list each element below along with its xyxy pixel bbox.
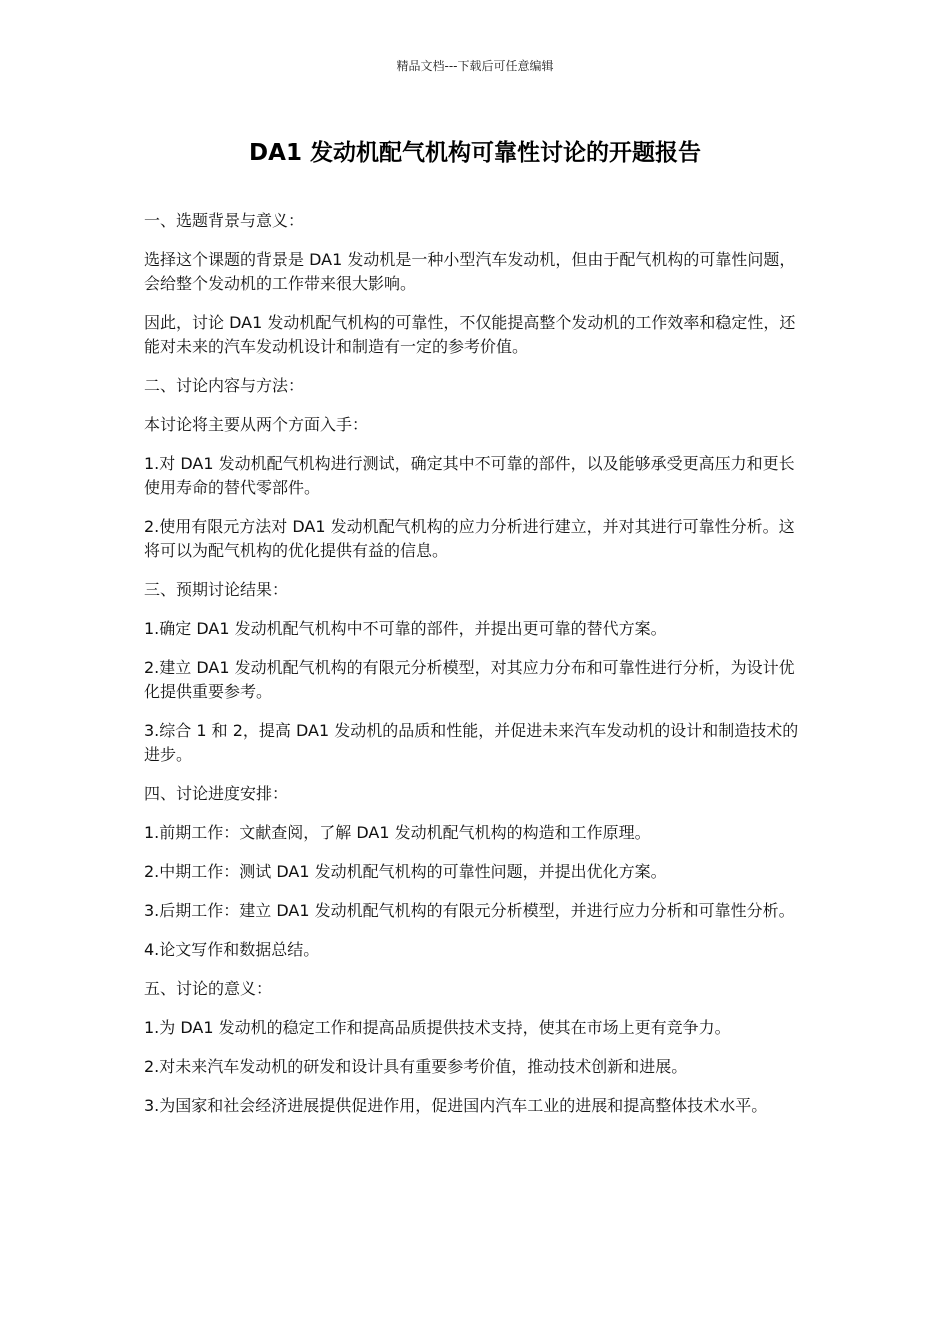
list-item-method-1: 1.对 DA1 发动机配气机构进行测试，确定其中不可靠的部件，以及能够承受更高压力和更长使用寿命的替代零部件。 <box>144 454 795 497</box>
page-header: 精品文档---下载后可任意编辑 <box>396 59 554 73</box>
list-item-meaning-3: 3.为国家和社会经济进展提供促进作用，促进国内汽车工业的进展和提高整体技术水平。 <box>144 1096 768 1115</box>
paragraph-background: 选择这个课题的背景是 DA1 发动机是一种小型汽车发动机，但由于配气机构的可靠性问题，会给整个发动机的工作带来很大影响。 <box>144 250 796 293</box>
list-item-schedule-3: 3.后期工作：建立 DA1 发动机配气机构的有限元分析模型，并进行应力分析和可靠性分析。 <box>144 901 795 920</box>
list-item-schedule-4: 4.论文写作和数据总结。 <box>144 940 320 959</box>
document-title: DA1 发动机配气机构可靠性讨论的开题报告 <box>249 140 701 166</box>
list-item-result-2: 2.建立 DA1 发动机配气机构的有限元分析模型，对其应力分布和可靠性进行分析，为设计优化提供重要参考。 <box>144 658 795 701</box>
list-item-schedule-2: 2.中期工作：测试 DA1 发动机配气机构的可靠性问题，并提出优化方案。 <box>144 862 667 881</box>
section-heading-schedule: 四、讨论进度安排： <box>144 784 289 803</box>
list-item-meaning-2: 2.对未来汽车发动机的研发和设计具有重要参考价值，推动技术创新和进展。 <box>144 1057 688 1076</box>
list-item-method-2: 2.使用有限元方法对 DA1 发动机配气机构的应力分析进行建立，并对其进行可靠性分析。这将可以为配气机构的优化提供有益的信息。 <box>144 517 795 560</box>
section-heading-content-method: 二、讨论内容与方法： <box>144 376 305 395</box>
section-heading-background: 一、选题背景与意义： <box>144 211 305 230</box>
list-item-result-3: 3.综合 1 和 2，提高 DA1 发动机的品质和性能，并促进未来汽车发动机的设计和制造技术的进步。 <box>144 721 799 764</box>
document-body <box>144 209 806 1133</box>
paragraph-significance: 因此，讨论 DA1 发动机配气机构的可靠性，不仅能提高整个发动机的工作效率和稳定性，还能对未来的汽车发动机设计和制造有一定的参考价值。 <box>144 313 796 356</box>
list-item-meaning-1: 1.为 DA1 发动机的稳定工作和提高品质提供技术支持，使其在市场上更有竞争力。 <box>144 1018 731 1037</box>
paragraph-method-intro: 本讨论将主要从两个方面入手： <box>144 415 369 434</box>
list-item-result-1: 1.确定 DA1 发动机配气机构中不可靠的部件，并提出更可靠的替代方案。 <box>144 619 667 638</box>
section-heading-meaning: 五、讨论的意义： <box>144 979 273 998</box>
section-heading-expected-results: 三、预期讨论结果： <box>144 580 289 599</box>
list-item-schedule-1: 1.前期工作：文献查阅，了解 DA1 发动机配气机构的构造和工作原理。 <box>144 823 651 842</box>
